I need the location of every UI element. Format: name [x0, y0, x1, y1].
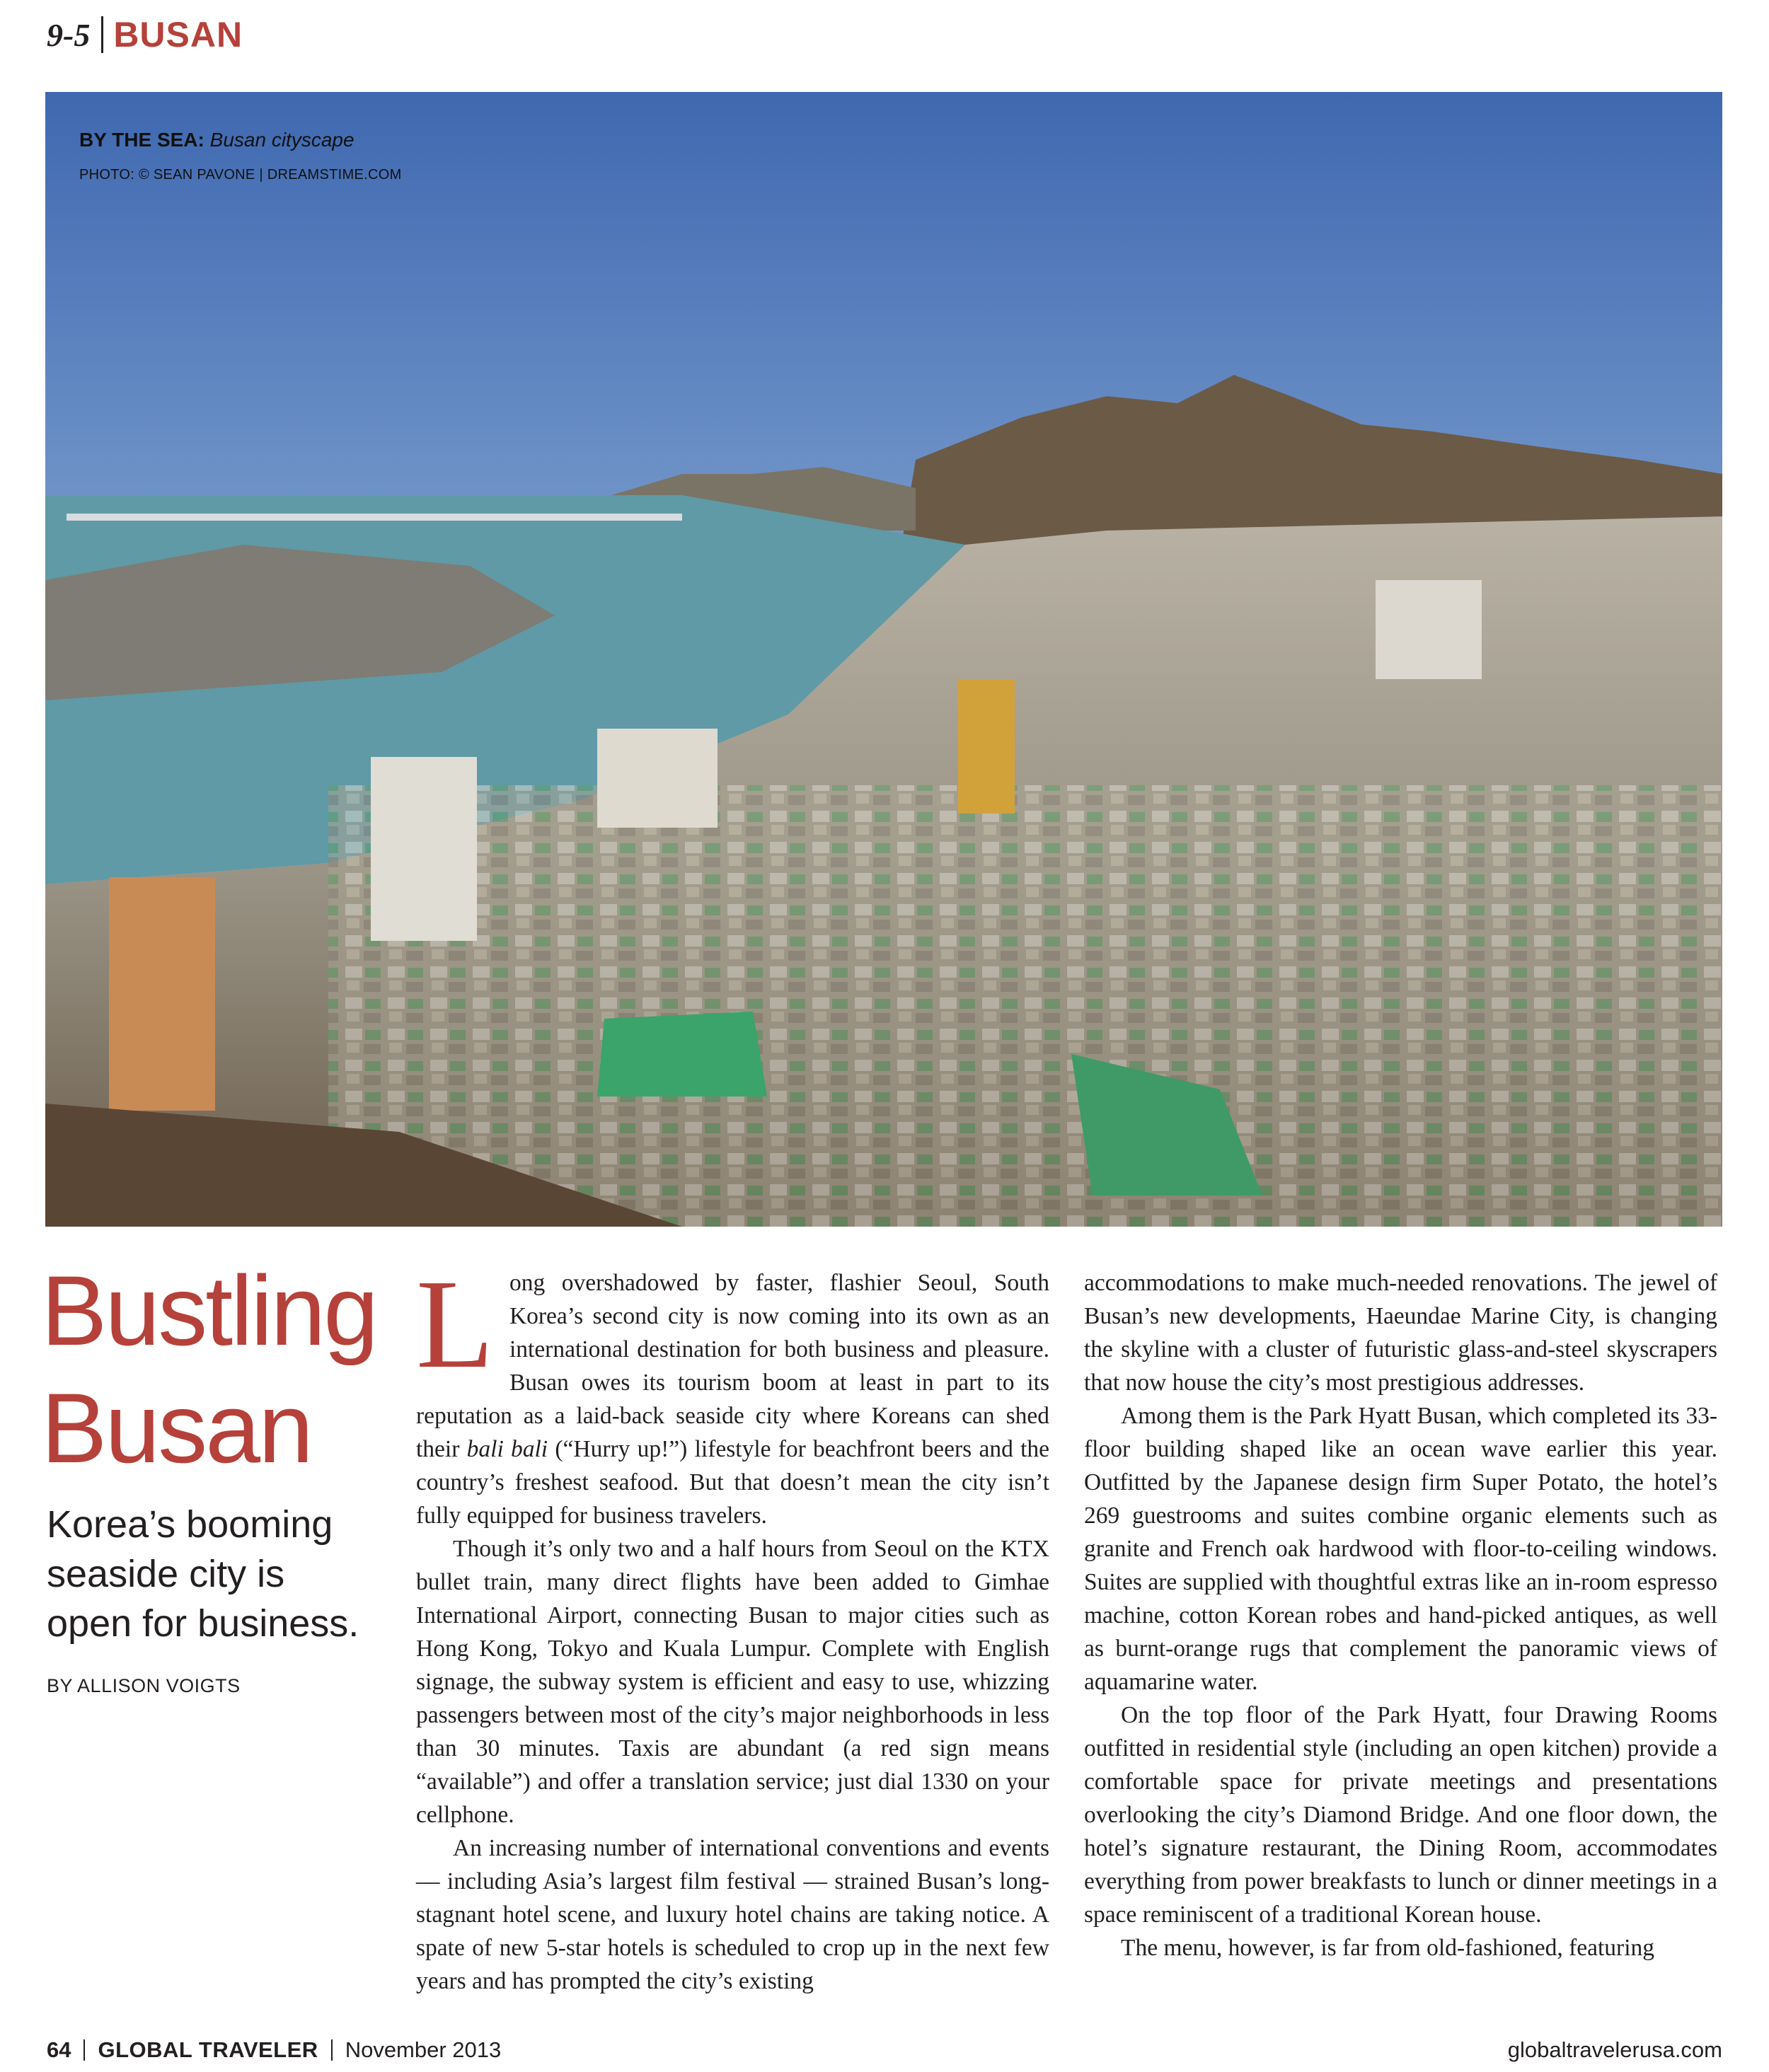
header-divider [101, 16, 103, 53]
article-title [41, 1252, 409, 1487]
drop-cap: L [416, 1254, 494, 1394]
paragraph-3: An increasing number of international conventions and events — including Asia’s largest film festival — strained Busan’s long-stagnant hotel scene, and luxury hotel chains are taking notice. A spate of new 5-star hotels is scheduled to crop up in the next few years and has prompted the city’s existing [416, 1835, 1049, 1994]
issue-date: November 2013 [345, 2037, 502, 2062]
paragraph-1 [416, 1254, 1049, 1532]
title-line-1: Bustling [41, 1255, 377, 1366]
photo-caption [79, 129, 402, 183]
footer-divider [331, 2039, 333, 2061]
paragraph-1-italic: bali bali [466, 1436, 548, 1462]
body-column-1 [416, 1254, 1049, 1998]
caption-label: BY THE SEA: [79, 129, 204, 151]
paragraph-5: Among them is the Park Hyatt Busan, which completed its 33-floor building shaped like an ocean wave earlier this year. Outfitted by the Japanese design firm Super Potato, the hotel’s 269 guestrooms and suites combine organic elements such as granite and French oak hardwood with floor-to-ceiling windows. Suites are supplied with thoughtful extras like an in-room espresso machine, cotton Korean robes and hand-picked antiques, as well as burnt-orange rugs that complement the panoramic views of aquamarine water. [1084, 1403, 1717, 1695]
magazine-name: GLOBAL TRAVELER [98, 2037, 318, 2062]
paragraph-1-end: (“Hurry up!”) lifestyle for beachfront beers and the country’s freshest seafood. But that doesn’t mean the city isn’t fully equipped for business travelers. [416, 1436, 1049, 1529]
section-name: BUSAN [113, 15, 243, 54]
caption-text: Busan cityscape [209, 129, 355, 151]
section-number: 9-5 [47, 16, 91, 53]
page-number: 64 [47, 2037, 71, 2062]
body-column-2 [1084, 1266, 1717, 1964]
photo-credit: PHOTO: © SEAN PAVONE | DREAMSTIME.COM [79, 167, 402, 183]
paragraph-2: Though it’s only two and a half hours from Seoul on the KTX bullet train, many direct flights have been added to Gimhae International Airport, connecting Busan to major cities such as Hong Kong, Tokyo and Kuala Lumpur. Complete with English signage, the subway system is efficient and easy to use, whizzing passengers between most of the city’s major neighborhoods in less than 30 minutes. Taxis are abundant (a red sign means “available”) and offer a translation service; just dial 1330 on your cellphone. [416, 1536, 1049, 1828]
title-line-2: Busan [41, 1372, 311, 1483]
byline: BY ALLISON VOIGTS [47, 1675, 241, 1696]
paragraph-1-start: ong overshadowed by faster, flashier Seoul, South Korea’s second city is now coming into its own as an international destination for both business and pleasure. Busan owes its tourism boom at least in part to its reputation as a laid-back seaside city where Koreans can shed their [416, 1270, 1049, 1462]
paragraph-7: The menu, however, is far from old-fashioned, featuring [1121, 1935, 1655, 1961]
cityscape-illustration [45, 92, 1722, 1227]
paragraph-4: accommodations to make much-needed renovations. The jewel of Busan’s new developments, Haeundae Marine City, is changing the skyline with a cluster of futuristic glass-and-steel skyscrapers that now house the city’s most prestigious addresses. [1084, 1270, 1717, 1396]
page-footer [47, 2037, 1722, 2063]
article-deck: Korea’s booming seaside city is open for business. [47, 1503, 359, 1645]
paragraph-6: On the top floor of the Park Hyatt, four Drawing Rooms outfitted in residential style (including an open kitchen) provide a comfortable space for private meetings and presentations overlooking the city’s Diamond Bridge. And one floor down, the hotel’s signature restaurant, the Dining Room, accommodates everything from power breakfasts to lunch or dinner meetings in a space reminiscent of a traditional Korean house. [1084, 1702, 1717, 1928]
footer-divider [83, 2039, 85, 2061]
website-link[interactable]: globaltravelerusa.com [1507, 2037, 1722, 2062]
city-photo [45, 92, 1722, 1227]
section-header [47, 10, 243, 59]
